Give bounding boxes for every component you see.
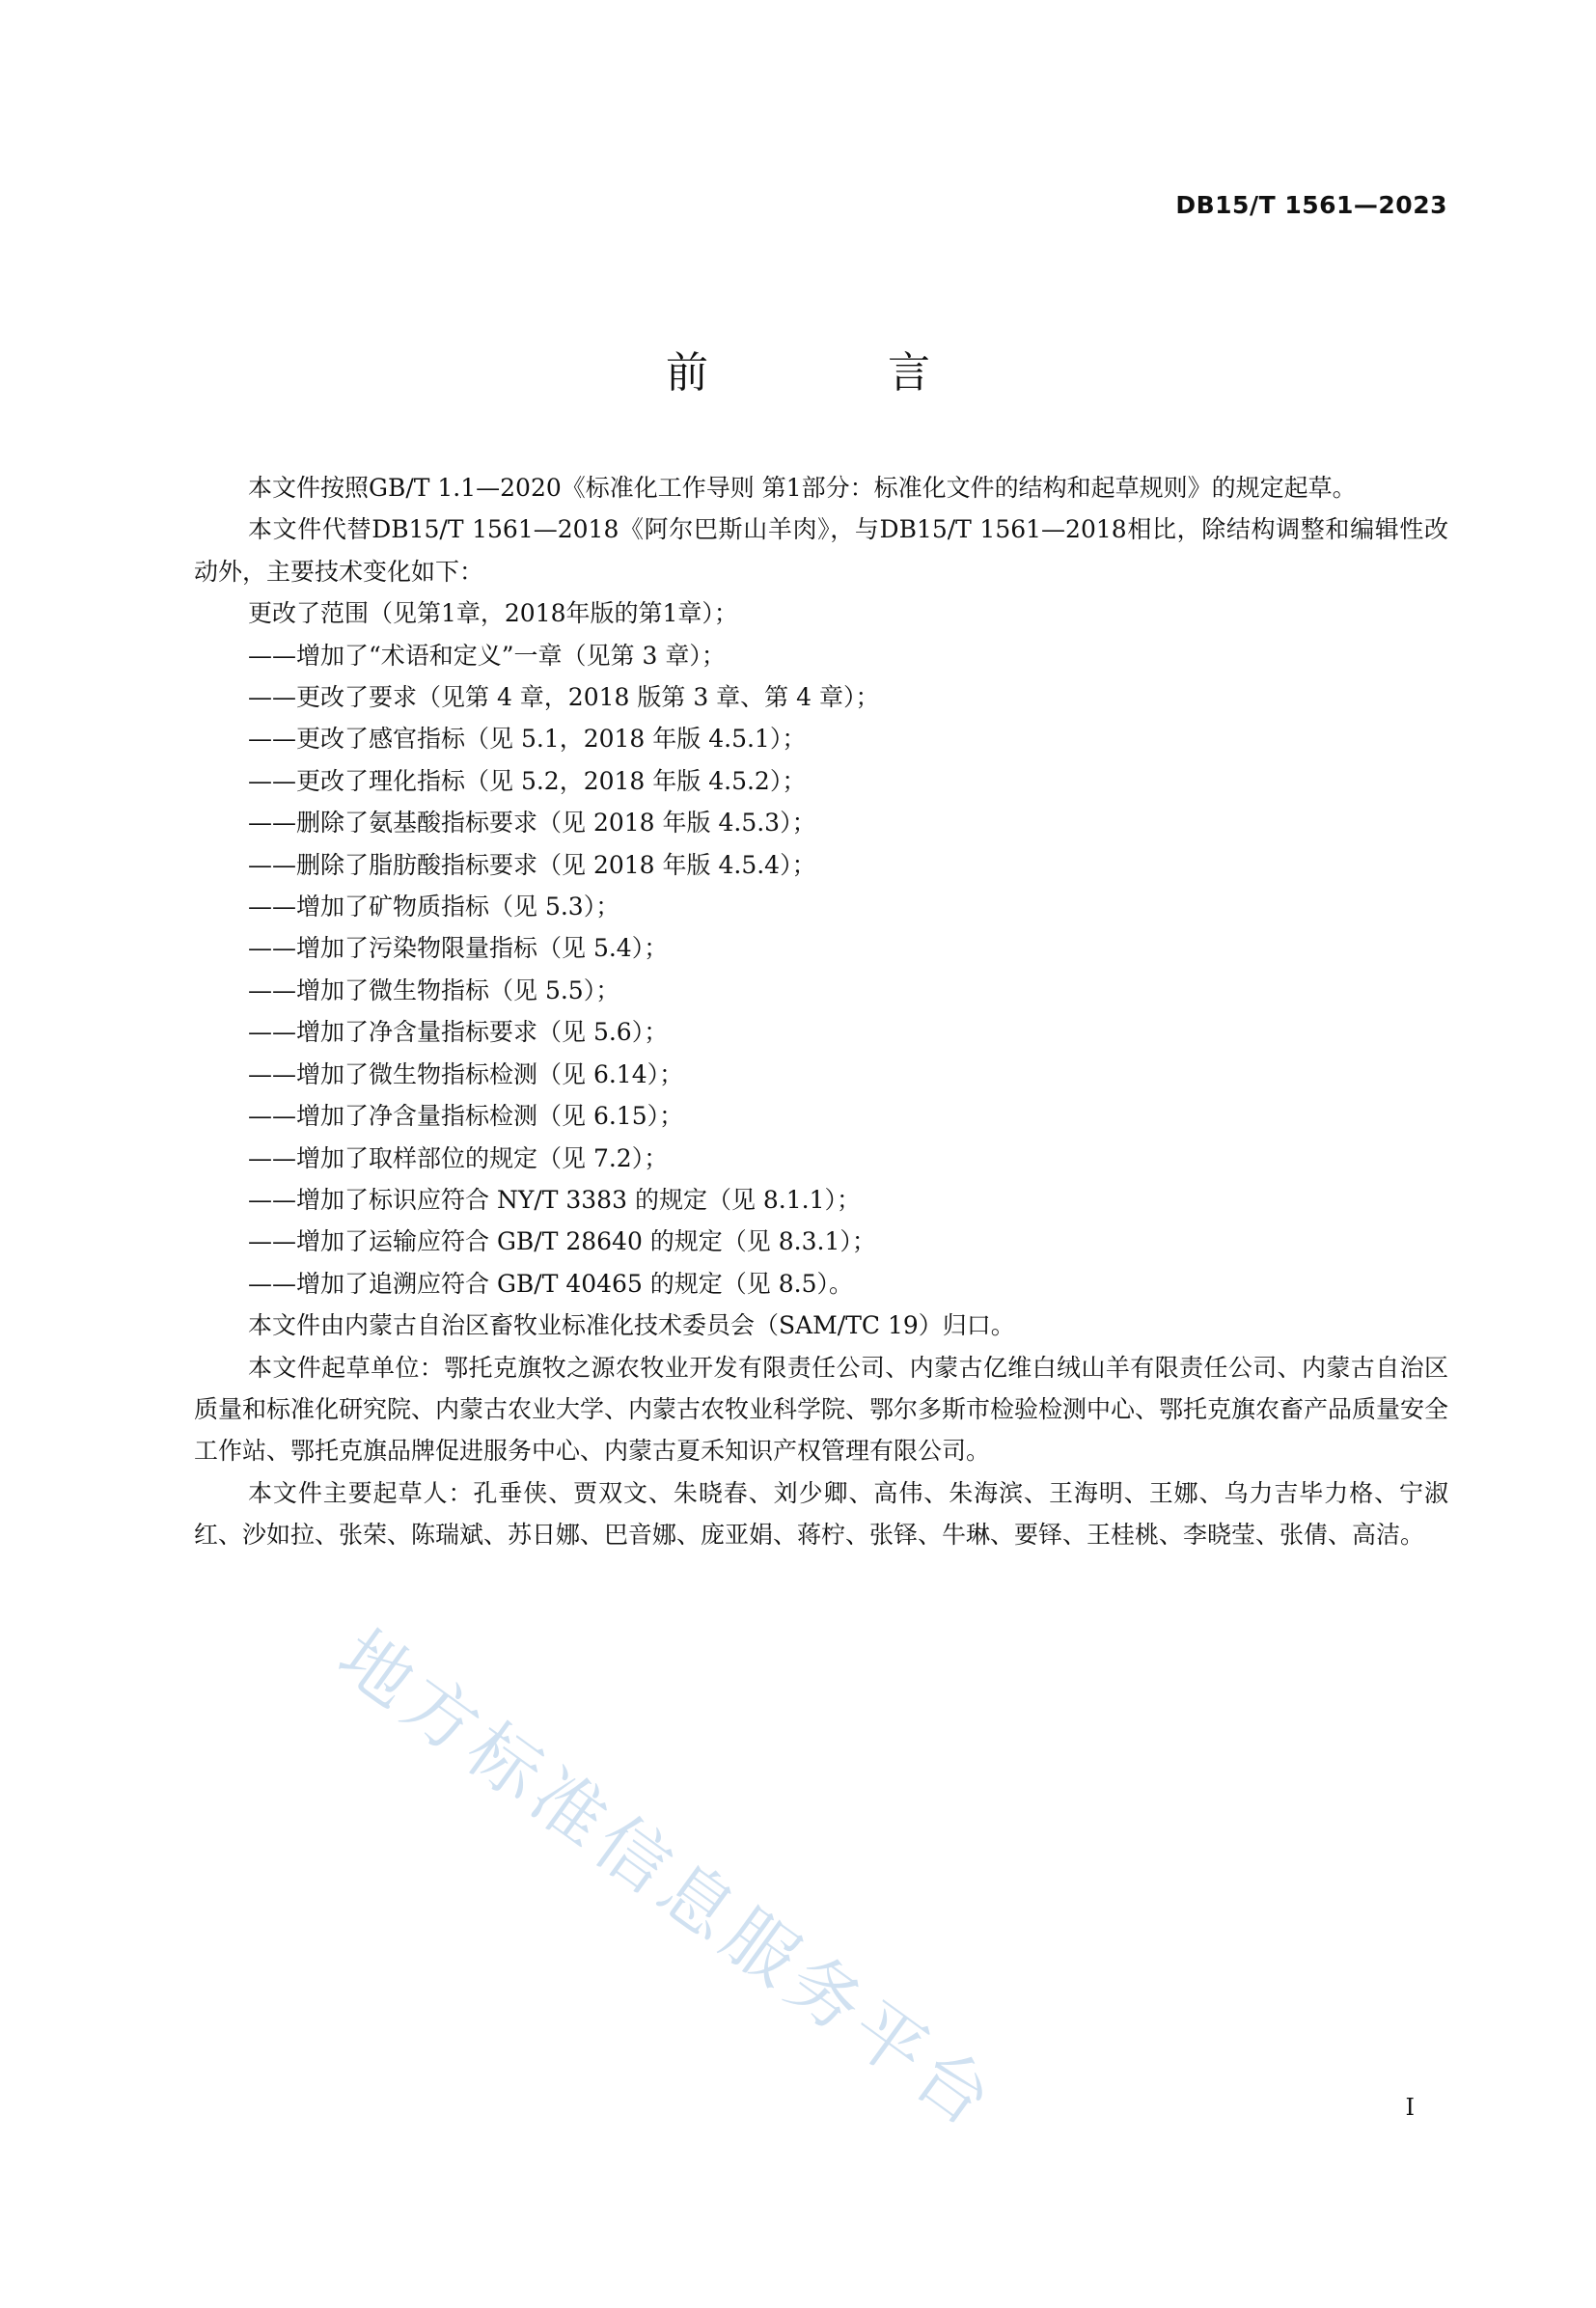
list-item: ——增加了运输应符合 GB/T 28640 的规定（见 8.3.1）；	[248, 1227, 876, 1256]
list-item: ——增加了污染物限量指标（见 5.4）；	[248, 934, 669, 963]
list-item: ——删除了脂肪酸指标要求（见 2018 年版 4.5.4）；	[248, 850, 816, 879]
list-item: ——更改了要求（见第 4 章，2018 版第 3 章、第 4 章）；	[248, 683, 880, 712]
list-item: ——增加了标识应符合 NY/T 3383 的规定（见 8.1.1）；	[248, 1185, 861, 1214]
watermark: 地方标准信息服务平台	[323, 1613, 1012, 2147]
list-item: ——增加了取样部位的规定（见 7.2）；	[248, 1143, 669, 1172]
list-item: ——增加了净含量指标要求（见 5.6）；	[248, 1018, 669, 1047]
page-number: I	[1405, 2094, 1415, 2121]
list-item: ——增加了追溯应符合 GB/T 40465 的规定（见 8.5）。	[248, 1269, 854, 1298]
paragraph: 本文件代替DB15/T 1561—2018《阿尔巴斯山羊肉》，与DB15/T 1561—2018相比，除结构调整和编辑性改动外，主要技术变化如下：	[194, 515, 1448, 586]
paragraph: 本文件按照GB/T 1.1—2020《标准化工作导则 第1部分：标准化文件的结构和起草规则》的规定起草。	[248, 474, 1357, 502]
list-item: ——更改了感官指标（见 5.1，2018 年版 4.5.1）；	[248, 725, 807, 754]
paragraph: 本文件起草单位：鄂托克旗牧之源农牧业开发有限责任公司、内蒙古亿维白绒山羊有限责任公司、内蒙古自治区质量和标准化研究院、内蒙古农业大学、内蒙古农牧业科学院、鄂尔多斯市检验检测中心、鄂托克旗农畜产品质量安全工作站、鄂托克旗品牌促进服务中心、内蒙古夏禾知识产权管理有限公司。	[194, 1353, 1449, 1466]
list-item: 更改了范围（见第1章，2018年版的第1章）；	[248, 599, 738, 628]
foreword-body	[194, 467, 1448, 1556]
paragraph: 本文件主要起草人：孔垂侠、贾双文、朱晓春、刘少卿、高伟、朱海滨、王海明、王娜、乌力吉毕力格、宁淑红、沙如拉、张荣、陈瑞斌、苏日娜、巴音娜、庞亚娟、蒋柠、张铎、牛琳、要铎、王桂桃、李晓莹、张倩、高洁。	[194, 1478, 1448, 1550]
list-item: ——增加了“术语和定义”一章（见第 3 章）；	[248, 641, 726, 670]
list-item: ——增加了矿物质指标（见 5.3）；	[248, 893, 620, 921]
list-item: ——更改了理化指标（见 5.2，2018 年版 4.5.2）；	[248, 766, 807, 795]
page-title: 前 言	[666, 348, 1013, 398]
list-item: ——增加了微生物指标检测（见 6.14）；	[248, 1059, 684, 1088]
list-item: ——增加了微生物指标（见 5.5）；	[248, 975, 620, 1004]
paragraph: 本文件由内蒙古自治区畜牧业标准化技术委员会（SAM/TC 19）归口。	[248, 1311, 1015, 1340]
list-item: ——增加了净含量指标检测（见 6.15）；	[248, 1102, 684, 1131]
list-item: ——删除了氨基酸指标要求（见 2018 年版 4.5.3）；	[248, 809, 816, 838]
document-code: DB15/T 1561—2023	[1175, 191, 1447, 219]
